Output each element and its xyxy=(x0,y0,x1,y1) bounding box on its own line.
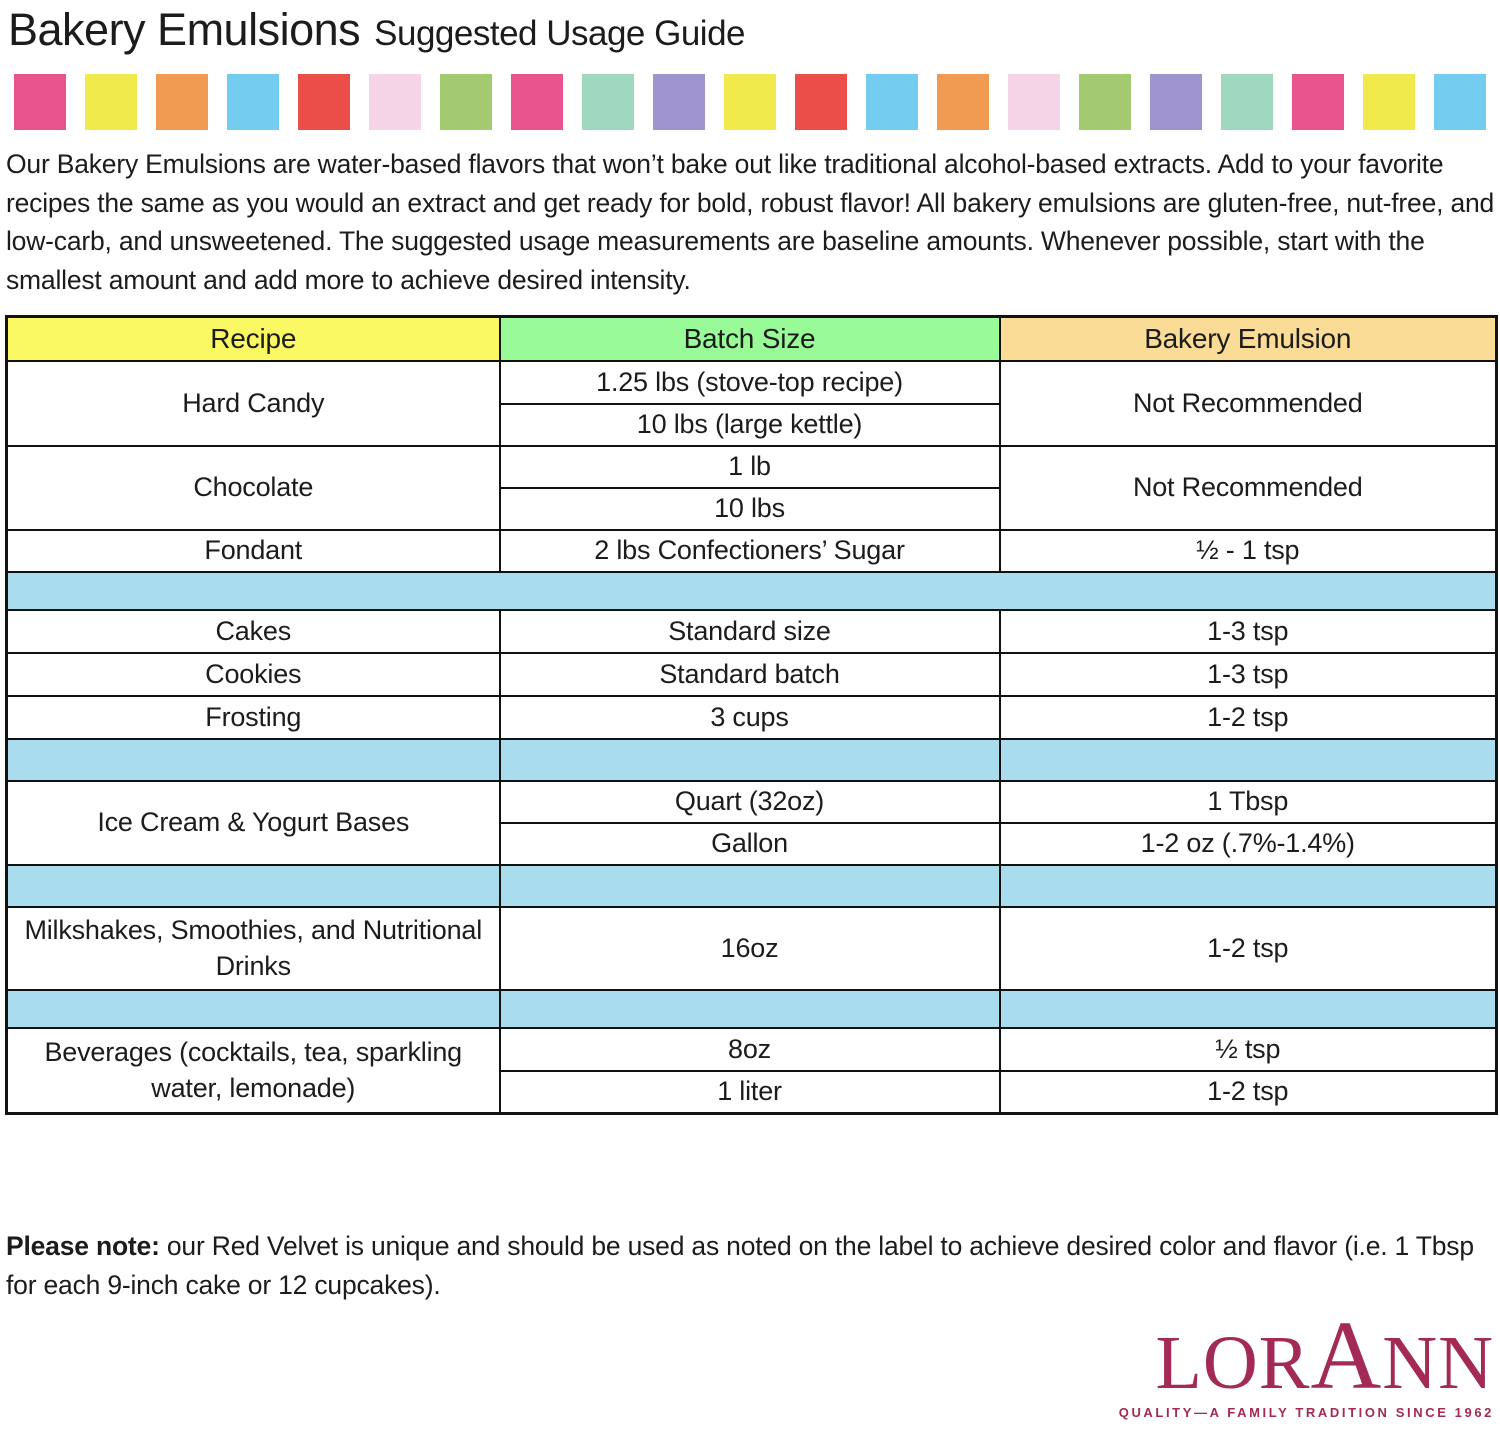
batch-frosting: 3 cups xyxy=(500,696,1000,739)
col-header-batch-size: Batch Size xyxy=(500,317,1000,361)
color-square xyxy=(14,74,66,130)
section-divider xyxy=(500,865,1000,907)
batch-chocolate-1: 1 lb xyxy=(500,446,1000,488)
recipe-cakes: Cakes xyxy=(7,610,500,653)
footnote xyxy=(6,1227,1496,1304)
recipe-frosting: Frosting xyxy=(7,696,500,739)
batch-milkshakes: 16oz xyxy=(500,907,1000,990)
footnote-text: our Red Velvet is unique and should be used as noted on the label to achieve desired color and flavor (i.e. 1 Tbsp for each 9-inch cake or 12 cupcakes). xyxy=(6,1231,1474,1300)
batch-ice-cream-2: Gallon xyxy=(500,823,1000,865)
section-divider-row xyxy=(7,739,1497,781)
batch-hard-candy-1: 1.25 lbs (stove-top recipe) xyxy=(500,361,1000,404)
footnote-label: Please note: xyxy=(6,1231,160,1261)
table-row xyxy=(7,781,1497,823)
emulsion-ice-cream-1: 1 Tbsp xyxy=(1000,781,1497,823)
batch-fondant: 2 lbs Confectioners’ Sugar xyxy=(500,530,1000,572)
logo-wordmark: LORANN xyxy=(1155,1302,1494,1410)
emulsion-beverages-2: 1-2 tsp xyxy=(1000,1071,1497,1114)
page-title: Bakery Emulsions xyxy=(8,4,361,55)
col-header-bakery-emulsion: Bakery Emulsion xyxy=(1000,317,1497,361)
batch-hard-candy-2: 10 lbs (large kettle) xyxy=(500,404,1000,446)
section-divider xyxy=(1000,990,1497,1028)
table-row xyxy=(7,361,1497,404)
color-square xyxy=(1150,74,1202,130)
table-row xyxy=(7,610,1497,653)
recipe-fondant: Fondant xyxy=(7,530,500,572)
color-square xyxy=(1292,74,1344,130)
emulsion-fondant: ½ - 1 tsp xyxy=(1000,530,1497,572)
color-square xyxy=(298,74,350,130)
color-square xyxy=(85,74,137,130)
section-divider-row xyxy=(7,865,1497,907)
batch-cookies: Standard batch xyxy=(500,653,1000,696)
color-square xyxy=(511,74,563,130)
color-square xyxy=(369,74,421,130)
color-square xyxy=(440,74,492,130)
color-strip-banner xyxy=(14,74,1486,130)
color-square xyxy=(795,74,847,130)
usage-guide-table xyxy=(5,315,1498,1115)
emulsion-cookies: 1-3 tsp xyxy=(1000,653,1497,696)
section-divider xyxy=(7,572,1497,610)
table-row xyxy=(7,530,1497,572)
color-square xyxy=(1079,74,1131,130)
batch-beverages-2: 1 liter xyxy=(500,1071,1000,1114)
section-divider-row xyxy=(7,990,1497,1028)
section-divider xyxy=(1000,739,1497,781)
section-divider xyxy=(500,739,1000,781)
batch-cakes: Standard size xyxy=(500,610,1000,653)
emulsion-chocolate: Not Recommended xyxy=(1000,446,1497,530)
intro-paragraph: Our Bakery Emulsions are water-based flavors that won’t bake out like traditional alcohol-based extracts. Add to your favorite recipes the same as you would an extract and get ready for bold, robust flavor! All bakery emulsions are gluten-free, nut-free, and low-carb, and unsweetened. The suggested usage measurements are baseline amounts. Whenever possible, start with the smallest amount and add more to achieve desired intensity. xyxy=(6,149,1495,295)
section-divider xyxy=(7,865,500,907)
section-divider xyxy=(7,990,500,1028)
emulsion-cakes: 1-3 tsp xyxy=(1000,610,1497,653)
logo-tagline: QUALITY—A FAMILY TRADITION SINCE 1962 xyxy=(1118,1405,1494,1420)
page-header xyxy=(0,0,1500,62)
color-square xyxy=(156,74,208,130)
color-square xyxy=(866,74,918,130)
recipe-ice-cream: Ice Cream & Yogurt Bases xyxy=(7,781,500,865)
recipe-hard-candy: Hard Candy xyxy=(7,361,500,446)
color-square xyxy=(724,74,776,130)
color-square xyxy=(1221,74,1273,130)
section-divider xyxy=(1000,865,1497,907)
batch-ice-cream-1: Quart (32oz) xyxy=(500,781,1000,823)
col-header-recipe: Recipe xyxy=(7,317,500,361)
section-divider xyxy=(7,739,500,781)
color-square xyxy=(1008,74,1060,130)
color-square xyxy=(937,74,989,130)
recipe-cookies: Cookies xyxy=(7,653,500,696)
recipe-chocolate: Chocolate xyxy=(7,446,500,530)
batch-chocolate-2: 10 lbs xyxy=(500,488,1000,530)
table-row xyxy=(7,446,1497,488)
batch-beverages-1: 8oz xyxy=(500,1028,1000,1071)
table-row xyxy=(7,1028,1497,1071)
color-square xyxy=(227,74,279,130)
recipe-beverages: Beverages (cocktails, tea, sparkling water, lemonade) xyxy=(7,1028,500,1114)
emulsion-beverages-1: ½ tsp xyxy=(1000,1028,1497,1071)
lorann-logo xyxy=(1118,1302,1494,1420)
emulsion-hard-candy: Not Recommended xyxy=(1000,361,1497,446)
emulsion-ice-cream-2: 1-2 oz (.7%-1.4%) xyxy=(1000,823,1497,865)
emulsion-milkshakes: 1-2 tsp xyxy=(1000,907,1497,990)
table-row xyxy=(7,653,1497,696)
table-row xyxy=(7,907,1497,990)
table-row xyxy=(7,696,1497,739)
color-square xyxy=(582,74,634,130)
section-divider xyxy=(500,990,1000,1028)
table-header-row xyxy=(7,317,1497,361)
color-square xyxy=(653,74,705,130)
page-subtitle: Suggested Usage Guide xyxy=(374,14,746,53)
recipe-milkshakes: Milkshakes, Smoothies, and Nutritional Drinks xyxy=(7,907,500,990)
emulsion-frosting: 1-2 tsp xyxy=(1000,696,1497,739)
section-divider-row xyxy=(7,572,1497,610)
color-square xyxy=(1434,74,1486,130)
color-square xyxy=(1363,74,1415,130)
